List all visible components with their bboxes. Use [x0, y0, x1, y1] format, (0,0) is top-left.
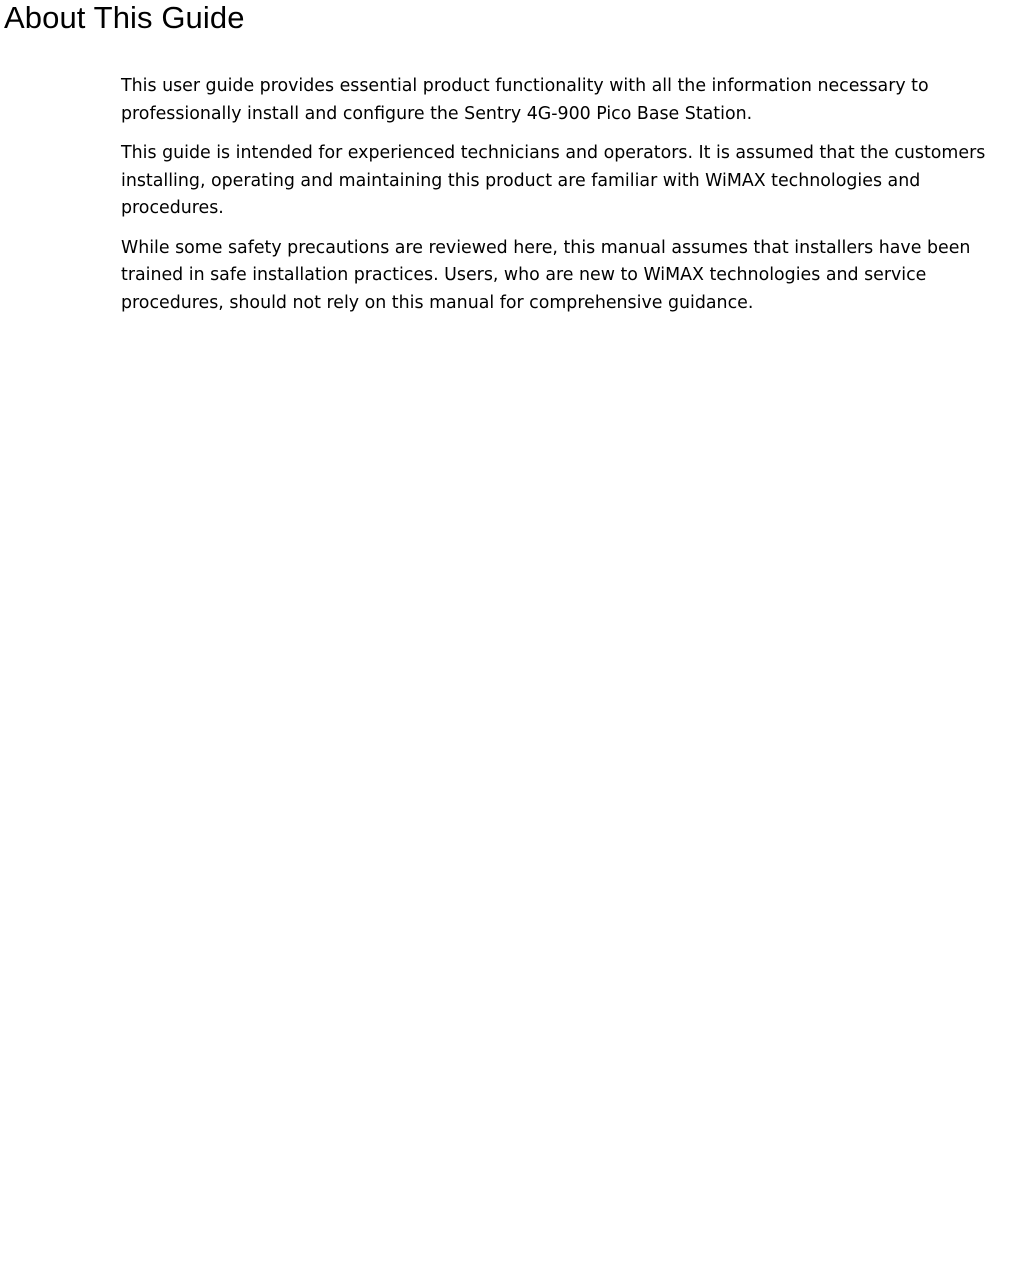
paragraph-audience: This guide is intended for experienced technicians and operators. It is assumed that the customers installing, operating and maintaining this product are familiar with WiMAX technologies and procedures. [121, 143, 986, 218]
paragraph-safety: While some safety precautions are reviewed here, this manual assumes that installers have been trained in safe installation practices. Users, who are new to WiMAX technologies and service procedures, should not rely on this manual for comprehensive guidance. [121, 237, 971, 313]
paragraph-purpose: This user guide provides essential product functionality with all the information necessary to professionally install and configure the Sentry 4G-900 Pico Base Station. [121, 76, 929, 124]
body-section [121, 73, 1013, 317]
page-title: About This Guide [4, 0, 245, 35]
